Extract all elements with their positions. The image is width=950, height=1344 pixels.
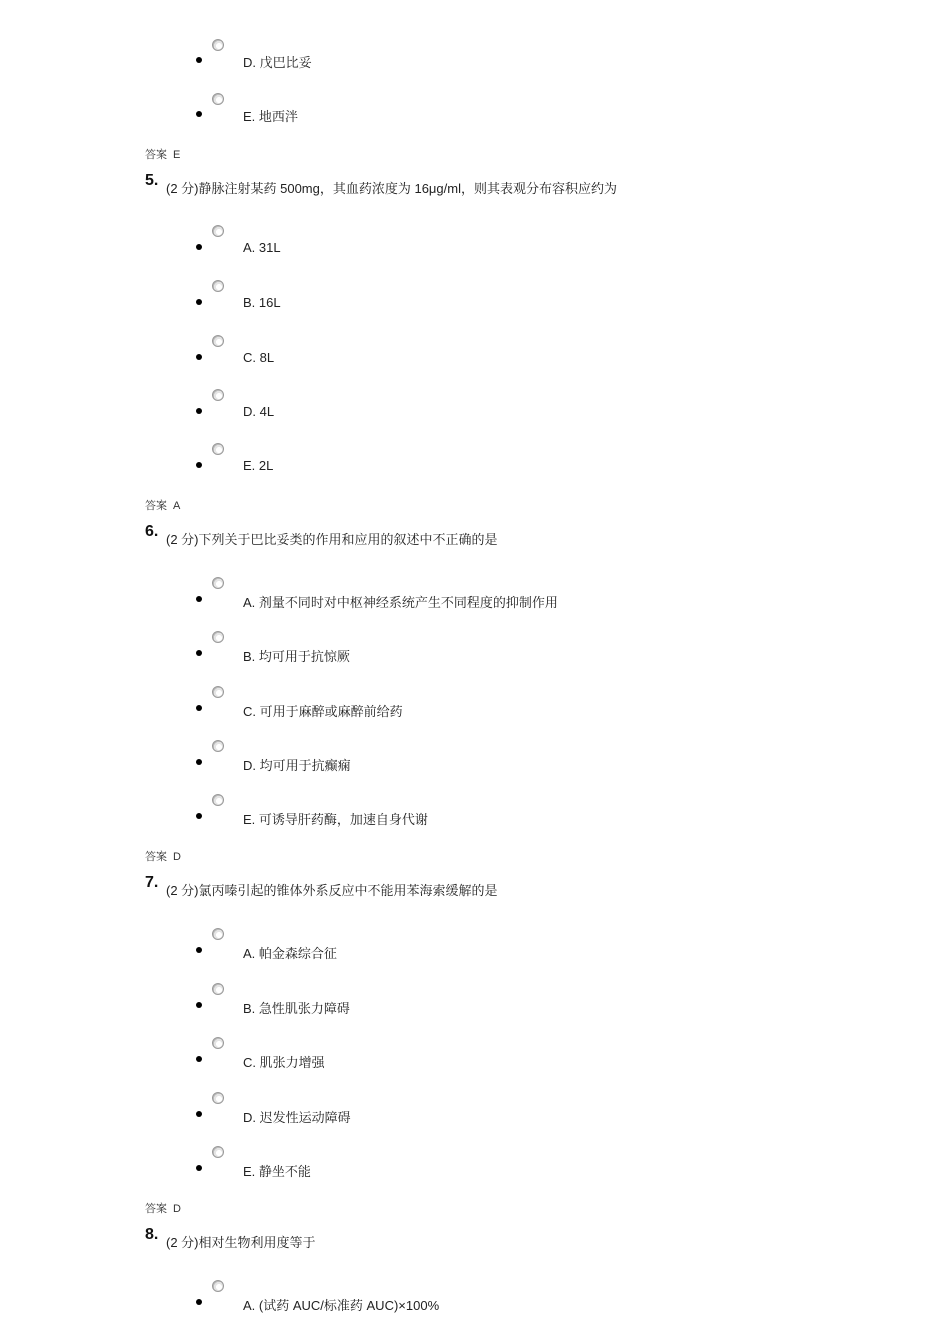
option-label: A. 31L (243, 240, 281, 255)
bullet-icon (196, 244, 202, 250)
question-number: 5. (145, 172, 159, 189)
answer-value: D (173, 1203, 181, 1215)
radio-button[interactable] (212, 1092, 224, 1104)
question-text: (2 分)相对生物利用度等于 (166, 1235, 316, 1250)
radio-button[interactable] (212, 443, 224, 455)
question-number: 8. (145, 1226, 159, 1243)
question-number: 6. (145, 523, 159, 540)
answer-prefix: 答案 (145, 149, 167, 161)
option-label: E. 可诱导肝药酶，加速自身代谢 (243, 812, 428, 827)
option-label: B. 均可用于抗惊厥 (243, 649, 350, 664)
answer-value: E (173, 149, 181, 161)
answer-prefix: 答案 (145, 500, 167, 512)
radio-button[interactable] (212, 928, 224, 940)
option-label: D. 均可用于抗癫痫 (243, 758, 351, 773)
answer-line (145, 848, 187, 864)
radio-button[interactable] (212, 794, 224, 806)
answer-line (145, 497, 186, 513)
option-item (0, 793, 950, 853)
option-label: C. 可用于麻醉或麻醉前给药 (243, 704, 403, 719)
answer-value: A (173, 500, 181, 512)
bullet-icon (196, 354, 202, 360)
question-text: (2 分)下列关于巴比妥类的作用和应用的叙述中不正确的是 (166, 532, 498, 547)
bullet-icon (196, 759, 202, 765)
option-label: E. 静坐不能 (243, 1164, 311, 1179)
option-item (0, 685, 950, 745)
question-number: 7. (145, 874, 159, 891)
option-item (0, 630, 950, 690)
radio-button[interactable] (212, 983, 224, 995)
option-label: C. 肌张力增强 (243, 1055, 325, 1070)
radio-button[interactable] (212, 335, 224, 347)
option-label: E. 2L (243, 458, 274, 473)
radio-button[interactable] (212, 1037, 224, 1049)
radio-button[interactable] (212, 225, 224, 237)
bullet-icon (196, 408, 202, 414)
option-item (0, 334, 950, 394)
option-label: C. 8L (243, 350, 275, 365)
option-item (0, 1145, 950, 1205)
radio-button[interactable] (212, 577, 224, 589)
radio-button[interactable] (212, 740, 224, 752)
bullet-icon (196, 1111, 202, 1117)
bullet-icon (196, 299, 202, 305)
option-item (0, 1091, 950, 1151)
option-item (0, 224, 950, 284)
bullet-icon (196, 650, 202, 656)
bullet-icon (196, 111, 202, 117)
bullet-icon (196, 596, 202, 602)
radio-button[interactable] (212, 1146, 224, 1158)
bullet-icon (196, 1299, 202, 1305)
option-label: D. 4L (243, 404, 275, 419)
option-item (0, 36, 950, 96)
option-item (0, 442, 950, 502)
bullet-icon (196, 813, 202, 819)
option-item (0, 739, 950, 799)
answer-prefix: 答案 (145, 1203, 167, 1215)
question-text: (2 分)静脉注射某药 500mg，其血药浓度为 16μg/ml，则其表观分布容积应约为 (166, 181, 617, 196)
bullet-icon (196, 1165, 202, 1171)
option-label: B. 急性肌张力障碍 (243, 1001, 350, 1016)
option-item (0, 388, 950, 448)
radio-button[interactable] (212, 389, 224, 401)
radio-button[interactable] (212, 631, 224, 643)
bullet-icon (196, 1056, 202, 1062)
answer-value: D (173, 851, 181, 863)
radio-button[interactable] (212, 280, 224, 292)
option-label: D. 迟发性运动障碍 (243, 1110, 351, 1125)
option-label: B. 16L (243, 295, 281, 310)
option-item (0, 279, 950, 339)
bullet-icon (196, 1002, 202, 1008)
option-label: A. 剂量不同时对中枢神经系统产生不同程度的抑制作用 (243, 595, 558, 610)
radio-button[interactable] (212, 686, 224, 698)
answer-line (145, 1200, 187, 1216)
option-item (0, 576, 950, 636)
radio-button[interactable] (212, 93, 224, 105)
question-text: (2 分)氯丙嗪引起的锥体外系反应中不能用苯海索缓解的是 (166, 883, 498, 898)
option-label: A. (试药 AUC/标准药 AUC)×100% (243, 1298, 440, 1313)
answer-prefix: 答案 (145, 851, 167, 863)
option-item (0, 1036, 950, 1096)
bullet-icon (196, 705, 202, 711)
option-label: E. 地西泮 (243, 109, 298, 124)
bullet-icon (196, 57, 202, 63)
radio-button[interactable] (212, 1280, 224, 1292)
bullet-icon (196, 462, 202, 468)
answer-line (145, 146, 186, 162)
bullet-icon (196, 947, 202, 953)
radio-button[interactable] (212, 39, 224, 51)
option-label: A. 帕金森综合征 (243, 946, 337, 961)
option-item (0, 90, 950, 150)
option-item (0, 982, 950, 1042)
option-item (0, 927, 950, 987)
option-label: D. 戊巴比妥 (243, 55, 312, 70)
option-item (0, 1279, 950, 1339)
